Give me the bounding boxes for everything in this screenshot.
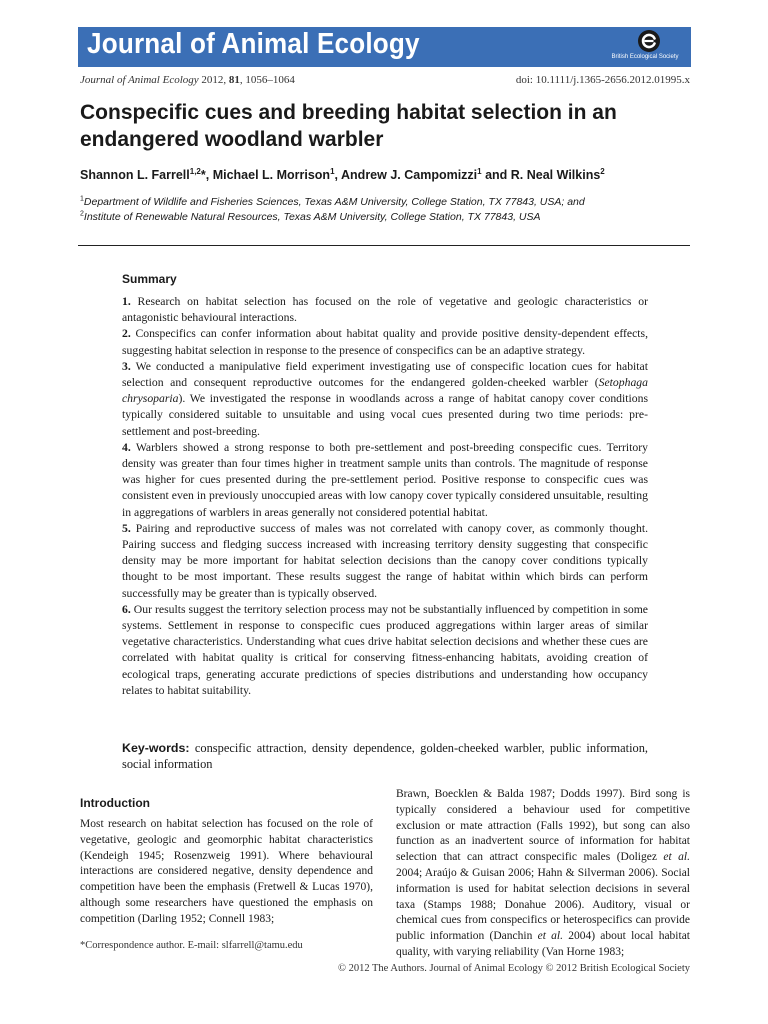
point-text: Conspecifics can confer information about habitat quality and provide positive density-dependent effects, suggesting habitat selection in response to the presence of conspecifics can be an adaptive strategy. <box>122 327 648 357</box>
body-text: 2004) about local habitat quality, with varying reliability (Van Horne 1983; <box>396 930 690 958</box>
affiliation-number: 2 <box>80 210 84 218</box>
affiliation <box>80 196 585 208</box>
point-number: 4. <box>122 440 131 454</box>
summary-point <box>122 326 648 358</box>
citation-volume: 81 <box>228 74 240 86</box>
summary-point <box>122 602 648 699</box>
summary-point <box>122 440 648 521</box>
author-affil-sup: 1 <box>477 166 482 176</box>
citation-line <box>80 74 295 86</box>
doi-link[interactable]: doi: 10.1111/j.1365-2656.2012.01995.x <box>515 74 690 86</box>
journal-name: Journal of Animal Ecology <box>87 28 420 60</box>
author-affil-sup: 2 <box>600 166 605 176</box>
author-affil-sup: 1,2 <box>189 166 201 176</box>
keywords-label: Key-words: <box>122 741 190 755</box>
journal-banner <box>78 27 691 67</box>
copyright-notice: © 2012 The Authors. Journal of Animal Ecology © 2012 British Ecological Society <box>337 963 690 974</box>
author-list <box>80 168 605 182</box>
et-al: et al. <box>663 851 690 864</box>
citation-journal: Journal of Animal Ecology <box>80 74 199 86</box>
summary-heading: Summary <box>122 272 177 286</box>
author-name[interactable]: R. Neal Wilkins <box>510 168 601 182</box>
keywords <box>122 740 648 772</box>
et-al: et al. <box>537 930 563 943</box>
author-name[interactable]: Michael L. Morrison <box>212 168 331 182</box>
affiliation-number: 1 <box>80 195 84 203</box>
body-text: 2004; Araújo & Guisan 2006; Hahn & Silverman 2006). Social information is used for habitat selection decisions in several taxa (Stamps 1988; Donahue 2006). Auditory, visual or chemical cues from conspecifics or heterospecifics can provide public information (Danchin <box>396 866 690 943</box>
header-divider <box>78 245 690 246</box>
affiliation <box>80 211 541 223</box>
society-logo-icon <box>637 29 661 53</box>
correspondence-mark: *, <box>200 168 213 182</box>
point-number: 3. <box>122 359 131 373</box>
point-text: Warblers showed a strong response to both pre-settlement and post-breeding conspecific cues. Territory density was greater than four times higher in treatment sample units than controls. The magnitude of response was higher for cues presented during the pre-settlement period. Positive response to conspecific cues was consistent even in previously unoccupied areas with low canopy cover typically considered unsuitable, resulting in aggregations of warblers in areas generally not considered potential habitat. <box>122 440 648 519</box>
author-name[interactable]: Shannon L. Farrell <box>80 168 190 182</box>
point-text: ). We investigated the response in woodlands across a range of habitat canopy cover conditions typically considered suitable to unsuitable and using vocal cues presented during two time periods: pre-settlement and post-breeding. <box>122 392 648 438</box>
introduction-right-column <box>396 787 690 961</box>
society-logo <box>605 29 685 65</box>
summary-point <box>122 294 648 326</box>
author-separator: , <box>334 168 342 182</box>
point-number: 1. <box>122 295 131 308</box>
summary-point <box>122 521 648 602</box>
affiliation-text: Department of Wildlife and Fisheries Sciences, Texas A&M University, College Station, TX 77843, USA; and <box>83 196 585 208</box>
point-number: 6. <box>122 602 131 616</box>
point-text: We conducted a manipulative field experiment investigating use of conspecific location cues for habitat selection and consequent reproductive outcomes for the endangered golden-cheeked warbler ( <box>122 359 648 390</box>
author-affil-sup: 1 <box>330 166 335 176</box>
species-name: Setophaga chrysoparia <box>122 376 648 406</box>
society-name: British Ecological Society <box>611 54 679 60</box>
citation-pages: , 1056–1064 <box>239 74 295 86</box>
point-number: 5. <box>122 521 131 535</box>
correspondence-footnote: *Correspondence author. E-mail: slfarrell@tamu.edu <box>80 940 303 951</box>
body-text: Brawn, Boecklen & Balda 1987; Dodds 1997). Bird song is typically considered a behaviour used for competitive exclusion or mate attraction (Falls 1992), but song can also function as an inadvertent source of information for habitat selection that can attract conspecific males (Doligez <box>396 788 690 864</box>
point-text: Research on habitat selection has focused on the role of vegetative and geologic characteristics or antagonistic behavioural interactions. <box>122 295 648 325</box>
point-text: Our results suggest the territory selection process may not be substantially influenced by competition in some systems. Settlement in response to conspecific cues produced aggregations within larger areas of similar vegetative characteristics. Understanding what cues drive habitat selection decisions and whether these cues are correlated with habitat quality is critical for conserving fitness-enhancing habitats, avoiding creation of ecological traps, generating accurate predictions of species distributions and understanding how occupancy relates to habitat suitability. <box>122 602 648 697</box>
author-separator: and <box>481 168 511 182</box>
affiliation-text: Institute of Renewable Natural Resources, Texas A&M University, College Station, TX 77843, USA <box>83 211 541 223</box>
author-name[interactable]: Andrew J. Campomizzi <box>341 168 478 182</box>
article-title: Conspecific cues and breeding habitat selection in an endangered woodland warbler <box>80 101 617 151</box>
point-text: Pairing and reproductive success of males was not correlated with canopy cover, as commonly thought. Pairing success and fledging success increased with increasing territory density suggesting that conspecific density may be more important for habitat selection decisions than the canopy cover conditions typically thought to be most important. These results suggest the range of habitat within which birds can perform successfully may be greater than is typically observed. <box>122 521 648 600</box>
citation-year: 2012, <box>198 74 229 86</box>
summary-point <box>122 359 648 440</box>
introduction-heading: Introduction <box>80 796 150 810</box>
summary-body <box>122 294 648 699</box>
point-number: 2. <box>122 327 131 341</box>
keywords-text: conspecific attraction, density dependence, golden-cheeked warbler, public information, social information <box>122 741 648 771</box>
introduction-left-column: Most research on habitat selection has focused on the role of vegetative, geologic and geomorphic habitat characteristics (Kendeigh 1945; Rosenzweig 1991). Where behavioural interactions are considered negative, density dependence and competition have been the emphasis (Fretwell & Lucas 1970), although some researchers have questioned the emphasis on competition (Darling 1952; Connell 1983; <box>80 818 373 925</box>
